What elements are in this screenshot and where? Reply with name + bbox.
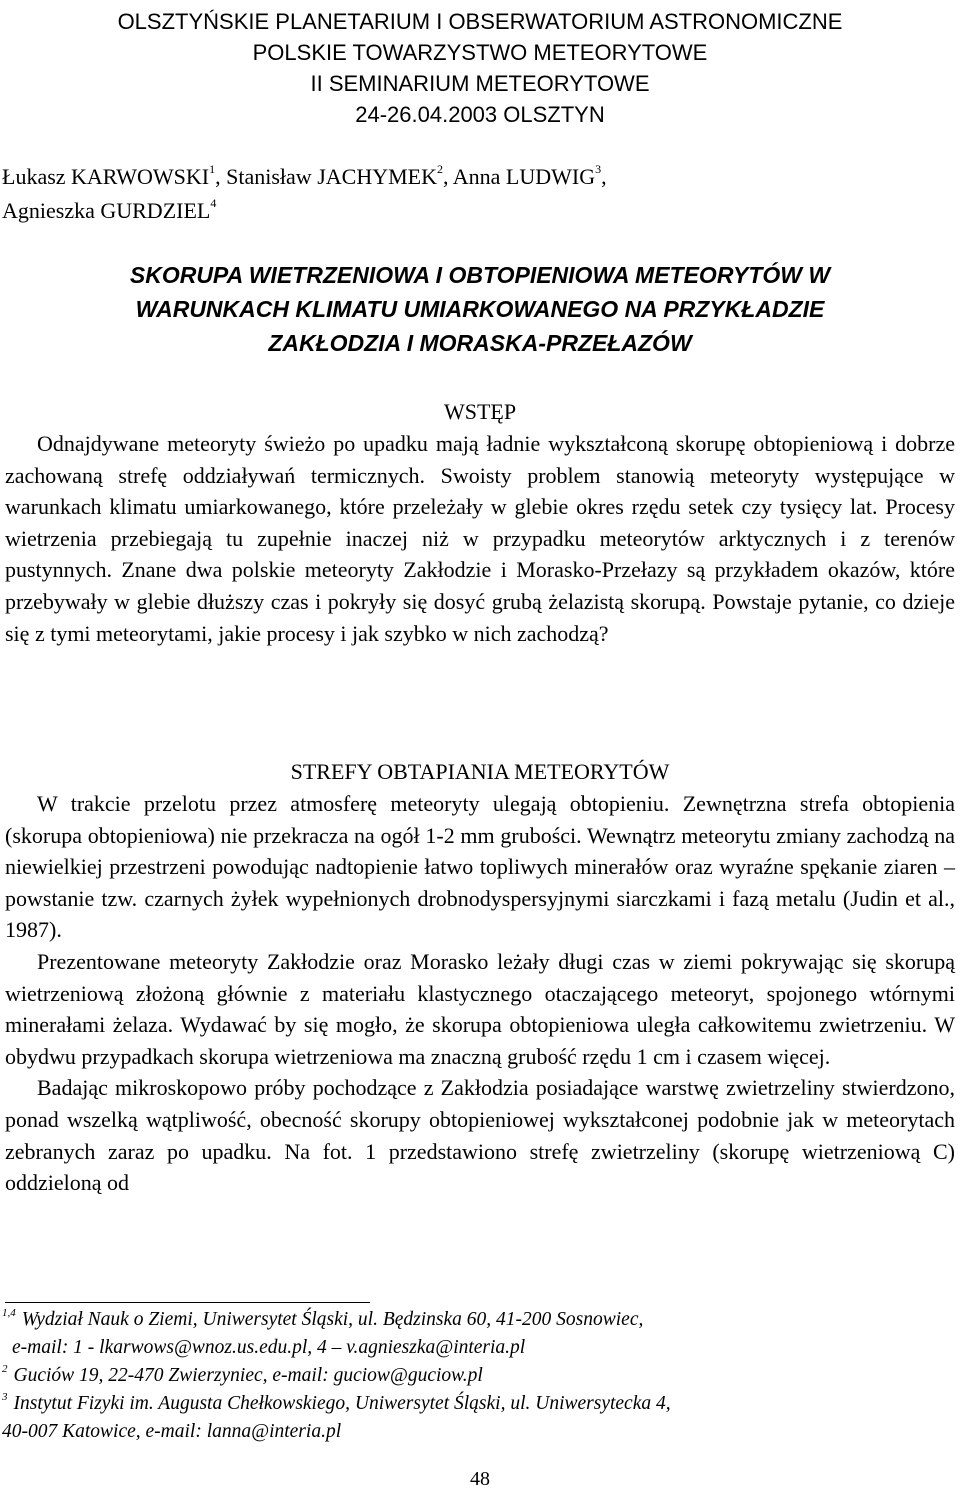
footnote-line <box>2 1362 957 1390</box>
author-list <box>2 160 952 228</box>
zones-paragraph-2: Prezentowane meteoryty Zakłodzie oraz Morasko leżały długi czas w ziemi pokrywając się skorupą wietrzeniową złożoną głównie z materiału klastycznego otaczającego meteoryt, spojonego wtórnymi minerałami żelaza. Wydawać by się mogło, że skorupa obtopieniowa uległa całkowitemu zwietrzeniu. W obydwu przypadkach skorupa wietrzeniowa ma znaczną grubość rzędu 1 cm i czasem więcej. <box>5 948 955 1069</box>
footnote-line <box>2 1306 957 1334</box>
header-line-date-place: 24-26.04.2003 OLSZTYN <box>355 102 605 127</box>
footnote-divider <box>5 1302 370 1303</box>
footnote-mark: 2 <box>2 1363 8 1375</box>
title-line: WARUNKACH KLIMATU UMIARKOWANEGO NA PRZYKŁADZIE <box>135 296 825 322</box>
footnote-text: e-mail: 1 - lkarwows@wnoz.us.edu.pl, 4 – v.agnieszka@interia.pl <box>12 1337 526 1358</box>
footnotes <box>2 1306 957 1446</box>
author-affiliation-mark: 3 <box>595 162 602 176</box>
author-affiliation-mark: 4 <box>210 196 217 210</box>
footnote-text: Guciów 19, 22-470 Zwierzyniec, e-mail: guciow@guciow.pl <box>13 1365 483 1386</box>
title-line: SKORUPA WIETRZENIOWA I OBTOPIENIOWA METEORYTÓW W <box>129 262 831 288</box>
footnote-text: Wydział Nauk o Ziemi, Uniwersytet Śląski, ul. Będzinska 60, 41-200 Sosnowiec, <box>21 1309 644 1330</box>
author-affiliation-mark: 2 <box>436 162 443 176</box>
footnote-mark: 3 <box>2 1391 8 1403</box>
section-heading-zones: STREFY OBTAPIANIA METEORYTÓW <box>290 759 670 784</box>
author-name: Agnieszka GURDZIEL <box>2 198 211 223</box>
section-heading-intro: WSTĘP <box>443 399 517 424</box>
author-affiliation-mark: 1 <box>209 162 216 176</box>
intro-paragraph: Odnajdywane meteoryty świeżo po upadku mają ładnie wykształconą skorupę obtopieniową i dobrze zachowaną strefę oddziaływań termicznych. Swoisty problem stanowią meteoryty występujące w warunkach klimatu umiarkowanego, które przeleżały w glebie okres rzędu setek czy tysięcy lat. Procesy wietrzenia przebiegają tu zupełnie inaczej niż w przypadku meteorytów arktycznych i z terenów pustynnych. Znane dwa polskie meteoryty Zakłodzie i Morasko-Przełazy są przykładem okazów, które przebywały w glebie dłuższy czas i pokryły się dosyć grubą żelazistą skorupą. Powstaje pytanie, co dzieje się z tymi meteorytami, jakie procesy i jak szybko w nich zachodzą? <box>5 431 955 646</box>
footnote-line <box>2 1418 957 1446</box>
footnote-mark: 1,4 <box>2 1307 16 1319</box>
footnote-line <box>2 1390 957 1418</box>
header-line-institution: OLSZTYŃSKIE PLANETARIUM I OBSERWATORIUM ASTRONOMICZNE <box>117 9 843 34</box>
footnote-line <box>2 1334 957 1362</box>
intro-section-body <box>5 428 955 649</box>
header-line-society: POLSKIE TOWARZYSTWO METEORYTOWE <box>252 40 708 65</box>
zones-paragraph-3: Badając mikroskopowo próby pochodzące z Zakłodzia posiadające warstwę zwietrzeliny stwierdzono, ponad wszelką wątpliwość, obecność skorupy obtopieniowej wykształconej podobnie jak w meteorytach zebranych zaraz po upadku. Na fot. 1 przedstawiono strefę zwietrzeliny (skorupę wietrzeniową C) oddzieloną od <box>5 1075 955 1196</box>
footnote-text: 40-007 Katowice, e-mail: lanna@interia.pl <box>2 1421 342 1442</box>
zones-section-body <box>5 788 955 1199</box>
footnote-text: Instytut Fizyki im. Augusta Chełkowskiego, Uniwersytet Śląski, ul. Uniwersytecka 4, <box>13 1393 671 1414</box>
zones-paragraph-1: W trakcie przelotu przez atmosferę meteoryty ulegają obtopieniu. Zewnętrzna strefa obtopienia (skorupa obtopieniowa) nie przekracza na ogół 1-2 mm grubości. Wewnątrz meteorytu zmiany zachodzą na niewielkiej przestrzeni powodując nadtopienie łatwo topliwych minerałów oraz wyraźne spękanie ziaren – powstanie tzw. czarnych żyłek wypełnionych drobnodyspersyjnymi siarczkami i fazą metalu (Judin et al., 1987). <box>5 791 955 943</box>
author-name: Łukasz KARWOWSKI <box>2 164 210 189</box>
header-line-seminar: II SEMINARIUM METEORYTOWE <box>310 71 650 96</box>
author-line-1: Łukasz KARWOWSKI$^1$, Stanisław JACHYMEK$^2$, Anna LUDWIG$^3$, <box>2 162 607 189</box>
paper-title <box>0 258 960 360</box>
title-line: ZAKŁODZIA I MORASKA-PRZEŁAZÓW <box>268 330 692 356</box>
author-name: Anna LUDWIG <box>452 164 596 189</box>
conference-header <box>0 6 960 130</box>
page-number: 48 <box>470 1468 490 1490</box>
author-line-2 <box>2 194 952 228</box>
author-name: Stanisław JACHYMEK <box>226 164 437 189</box>
